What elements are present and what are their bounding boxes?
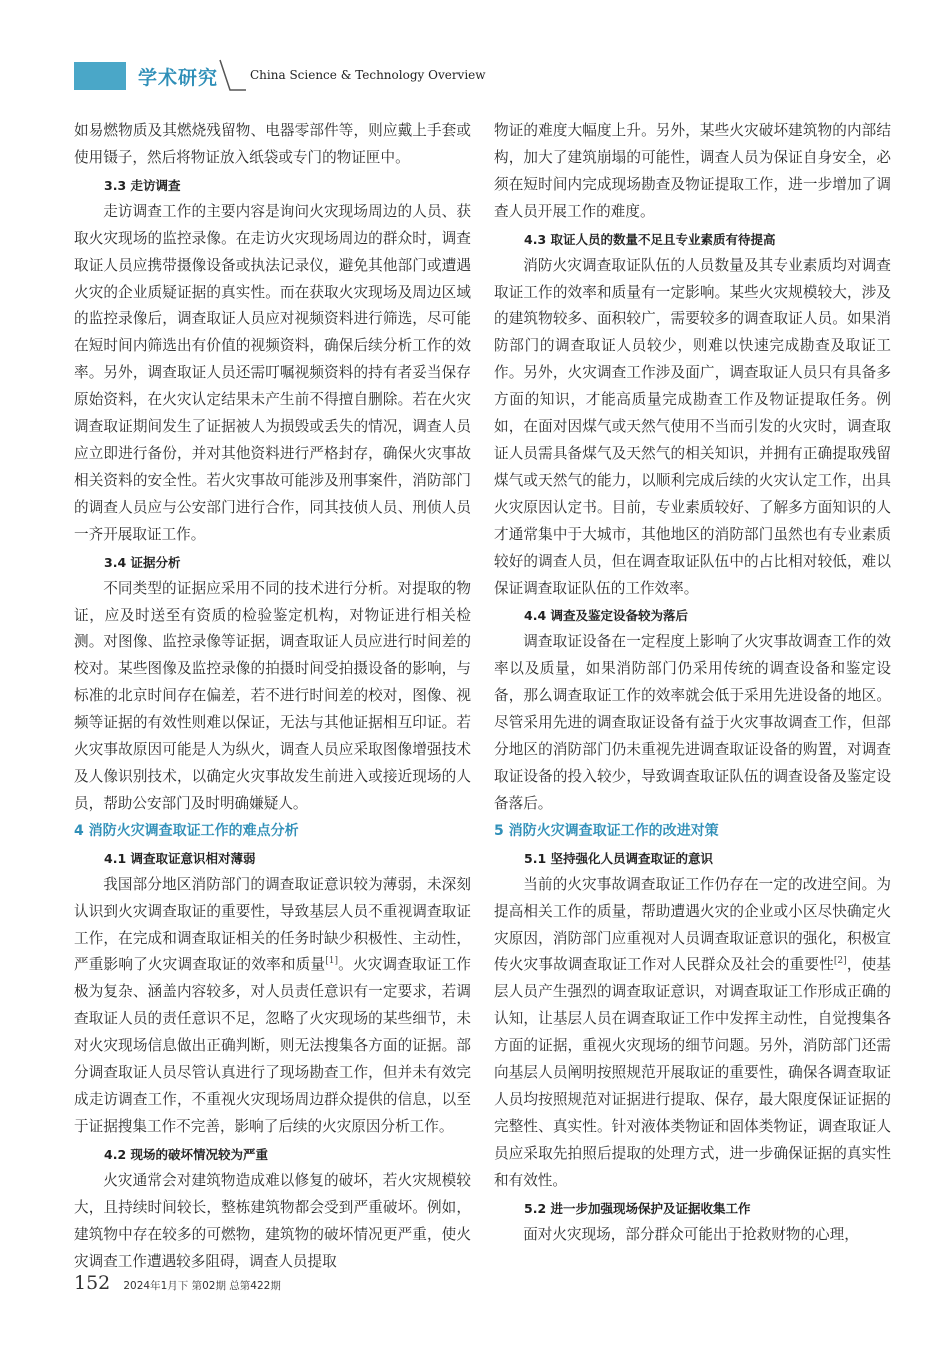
paragraph-4-3: 消防火灾调查取证队伍的人员数量及其专业素质均对调查取证工作的效率和质量有一定影响。某些火灾规模较大，涉及的建筑物较多、面积较广，需要较多的调查取证人员。如果消防部门的调查取证人员较少，则难以快速完成勘查及取证工作。另外，火灾调查工作涉及面广，调查取证人员只有具备多方面的知识，才能高质量完成勘查工作及物证提取任务。例如，在面对因煤气或天然气使用不当而引发的火灾时，调查取证人员需具备煤气及天然气的相关知识，并拥有正确提取残留煤气或天然气的能力，以顺利完成后续的火灾认定工作，出具火灾原因认定书。目前，专业素质较好、了解多方面知识的人才通常集中于大城市，其他地区的消防部门虽然也有专业素质较好的调查人员，但在调查取证队伍中的占比相对较低，难以保证调查取证队伍的工作效率。 <box>494 256 891 597</box>
paragraph-continued: 如易燃物质及其燃烧残留物、电器零部件等，则应戴上手套或使用镊子，然后将物证放入纸袋或专门的物证匣中。 <box>74 122 471 166</box>
citation-ref-2[interactable]: [2] <box>833 956 847 967</box>
heading-4-2: 4.2 现场的破坏情况较为严重 <box>104 1146 268 1162</box>
page-number: 152 <box>74 1272 111 1294</box>
heading-3-3: 3.3 走访调查 <box>104 177 181 193</box>
header-slash-divider <box>216 58 248 92</box>
paragraph-4-1-part-b: 。火灾调查取证工作极为复杂、涵盖内容较多，对人员责任意识有一定要求，若调查取证人员的责任意识不足，忽略了火灾现场的某些细节，未对火灾现场信息做出正确判断，则无法搜集各方面的证据。部分调查取证人员尽管认真进行了现场勘查工作，但并未有效完成走访调查工作，不重视火灾现场周边群众提供的信息，以至于证据搜集工作不完善，影响了后续的火灾原因分析工作。 <box>74 956 471 1135</box>
citation-ref-1[interactable]: [1] <box>325 956 338 967</box>
paragraph-4-2: 火灾通常会对建筑物造成难以修复的破坏，若火灾规模较大，且持续时间较长，整栋建筑物都会受到严重破坏。例如，建筑物中存在较多的可燃物，建筑物的破坏情况更严重，使火灾调查工作遭遇较多阻碍，调查人员提取 <box>74 1171 471 1270</box>
paragraph-continued-right: 物证的难度大幅度上升。另外，某些火灾破坏建筑物的内部结构，加大了建筑崩塌的可能性，调查人员为保证自身安全，必须在短时间内完成现场勘查及物证提取工作，进一步增加了调查人员开展工作的难度。 <box>494 122 891 220</box>
heading-4-4: 4.4 调查及鉴定设备较为落后 <box>524 608 688 624</box>
paragraph-4-1 <box>74 872 471 1141</box>
issue-info: 2024年1月下 第02期 总第422期 <box>123 1280 281 1292</box>
section-title: 学术研究 <box>138 67 219 89</box>
journal-name: China Science & Technology Overview <box>250 68 486 82</box>
right-column <box>494 118 891 1249</box>
heading-section-5: 5 消防火灾调查取证工作的改进对策 <box>494 822 719 839</box>
paragraph-5-1-part-a: 当前的火灾事故调查取证工作仍存在一定的改进空间。为提高相关工作的质量，帮助遭遇火灾的企业或小区尽快确定火灾原因，消防部门应重视对人员调查取证意识的强化，积极宣传火灾事故调查取证工作对人民群众及社会的重要性 <box>494 875 891 974</box>
paragraph-4-4: 调查取证设备在一定程度上影响了火灾事故调查工作的效率以及质量，如果消防部门仍采用传统的调查设备和鉴定设备，那么调查取证工作的效率就会低于采用先进设备的地区。尽管采用先进的调查取证设备有益于火灾事故调查工作，但部分地区的消防部门仍未重视先进调查取证设备的购置，对调查取证设备的投入较少，导致调查取证队伍的调查设备及鉴定设备落后。 <box>494 633 891 812</box>
heading-3-4: 3.4 证据分析 <box>104 554 181 570</box>
page-footer <box>74 1272 281 1294</box>
heading-5-2: 5.2 进一步加强现场保护及证据收集工作 <box>524 1200 751 1216</box>
heading-section-4: 4 消防火灾调查取证工作的难点分析 <box>74 822 299 839</box>
paragraph-3-3: 走访调查工作的主要内容是询问火灾现场周边的人员、获取火灾现场的监控录像。在走访火灾现场周边的群众时，调查取证人员应携带摄像设备或执法记录仪，避免其他部门或遭遇火灾的企业质疑证据的真实性。而在获取火灾现场及周边区域的监控录像后，调查取证人员应对视频资料进行筛选，尽可能在短时间内筛选出有价值的视频资料，确保后续分析工作的效率。另外，调查取证人员还需叮嘱视频资料的持有者妥当保存原始资料，在火灾认定结果未产生前不得擅自删除。若在火灾调查取证期间发生了证据被人为损毁或丢失的情况，调查人员应立即进行备份，并对其他资料进行严格封存，确保火灾事故相关资料的安全性。若火灾事故可能涉及刑事案件，消防部门的调查人员应与公安部门进行合作，同其技侦人员、刑侦人员一齐开展取证工作。 <box>74 202 471 543</box>
paragraph-5-1-part-b: ，使基层人员产生强烈的调查取证意识，对调查取证工作形成正确的认知，让基层人员在调查取证工作中发挥主动性，自觉搜集各方面的证据，重视火灾现场的细节问题。另外，消防部门还需向基层人员阐明按照规范开展取证的重要性，确保各调查取证人员均按照规范对证据进行提取、保存，最大限度保证证据的完整性、真实性。针对液体类物证和固体类物证，调查取证人员应采取先拍照后提取的处理方式，进一步确保证据的真实性和有效性。 <box>494 956 891 1189</box>
paragraph-3-4: 不同类型的证据应采用不同的技术进行分析。对提取的物证，应及时送至有资质的检验鉴定机构，对物证进行相关检测。对图像、监控录像等证据，调查取证人员应进行时间差的校对。某些图像及监控录像的拍摄时间受拍摄设备的影响，与标准的北京时间存在偏差，若不进行时间差的校对，图像、视频等证据的有效性则难以保证，无法与其他证据相互印证。若火灾事故原因可能是人为纵火，调查人员应采取图像增强技术及人像识别技术，以确定火灾事故发生前进入或接近现场的人员，帮助公安部门及时明确嫌疑人。 <box>74 579 471 812</box>
left-column <box>74 118 471 1275</box>
heading-5-1: 5.1 坚持强化人员调查取证的意识 <box>524 850 713 866</box>
header-color-bar <box>74 62 126 90</box>
paragraph-5-2: 面对火灾现场，部分群众可能出于抢救财物的心理， <box>523 1225 859 1243</box>
paragraph-4-1-part-a: 我国部分地区消防部门的调查取证意识较为薄弱，未深刻认识到火灾调查取证的重要性，导致基层人员不重视调查取证工作，在完成和调查取证相关的任务时缺少积极性、主动性，严重影响了火灾调查取证的效率和质量 <box>74 875 471 974</box>
page-header <box>0 0 950 110</box>
heading-4-3: 4.3 取证人员的数量不足且专业素质有待提高 <box>524 231 776 247</box>
paragraph-5-1 <box>494 872 891 1195</box>
heading-4-1: 4.1 调查取证意识相对薄弱 <box>104 850 256 866</box>
